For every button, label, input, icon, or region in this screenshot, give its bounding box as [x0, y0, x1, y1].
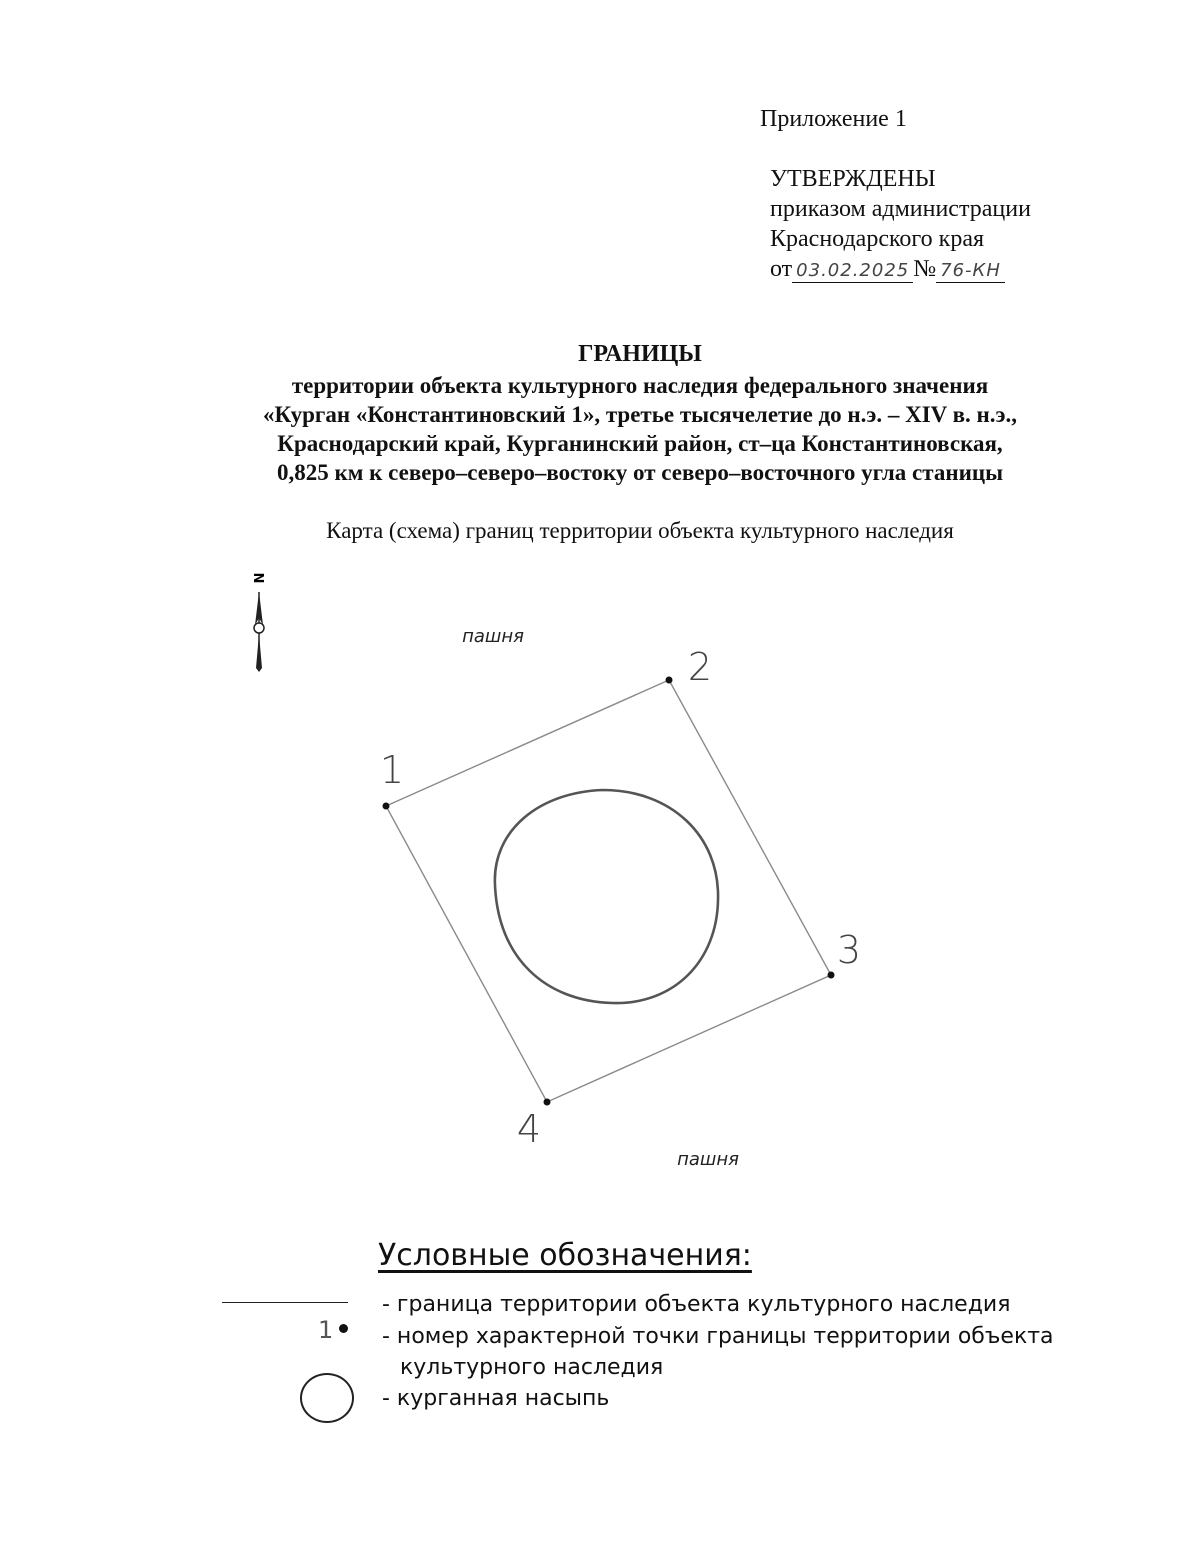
approved-heading: УТВЕРЖДЕНЫ [770, 166, 936, 192]
approved-region-line: Краснодарского края [770, 226, 985, 252]
mound-outline [495, 790, 718, 1003]
point-label-3: 3 [836, 928, 862, 972]
date-value: 03.02.2025 [796, 260, 910, 281]
title-line-1: территории объекта культурного наследия федерального значения [291, 373, 989, 398]
approved-by-line: приказом администрации [770, 196, 1031, 222]
title-line-4: 0,825 км к северо–северо–востоку от северо–восточного угла станицы [276, 460, 1004, 485]
territory-boundary [386, 680, 831, 1102]
map-subtitle: Карта (схема) границ территории объекта культурного наследия [326, 518, 954, 543]
title-line-3: Краснодарский край, Курганинский район, ст–ца Константиновская, [277, 431, 1003, 456]
number-value: 76-КН [940, 260, 1001, 281]
point-label-2: 2 [687, 645, 713, 689]
boundary-point-1 [383, 803, 390, 810]
boundary-point-2 [666, 677, 673, 684]
legend-mound-text: - курганная насыпь [382, 1386, 610, 1411]
north-arrow-icon [250, 573, 265, 672]
boundary-point-4 [544, 1099, 551, 1106]
legend-mound-circle-icon [300, 1373, 354, 1423]
title-line-2: «Курган «Константиновский 1», третье тысячелетие до н.э. – XIV в. н.э., [263, 402, 1017, 427]
title-main: ГРАНИЦЫ [578, 341, 702, 367]
point-label-1: 1 [379, 748, 405, 792]
legend-point-dot-icon [339, 1324, 348, 1333]
appendix-label: Приложение 1 [760, 106, 907, 132]
legend-boundary-line-icon [222, 1302, 348, 1303]
date-prefix: от [770, 256, 793, 282]
north-label: N [250, 572, 265, 584]
land-label-bottom: пашня [677, 1149, 739, 1170]
legend-heading: Условные обозначения: [378, 1238, 752, 1273]
legend-point-text-line-1: - номер характерной точки границы территории объекта [382, 1324, 1054, 1349]
land-label-top: пашня [462, 626, 524, 647]
number-prefix: № [913, 256, 937, 282]
legend-point-number: 1 [318, 1316, 334, 1344]
boundary-point-3 [828, 972, 835, 979]
legend-boundary-text: - граница территории объекта культурного наследия [382, 1292, 1011, 1317]
point-label-4: 4 [516, 1107, 542, 1151]
legend-point-text-line-2: культурного наследия [400, 1355, 664, 1380]
